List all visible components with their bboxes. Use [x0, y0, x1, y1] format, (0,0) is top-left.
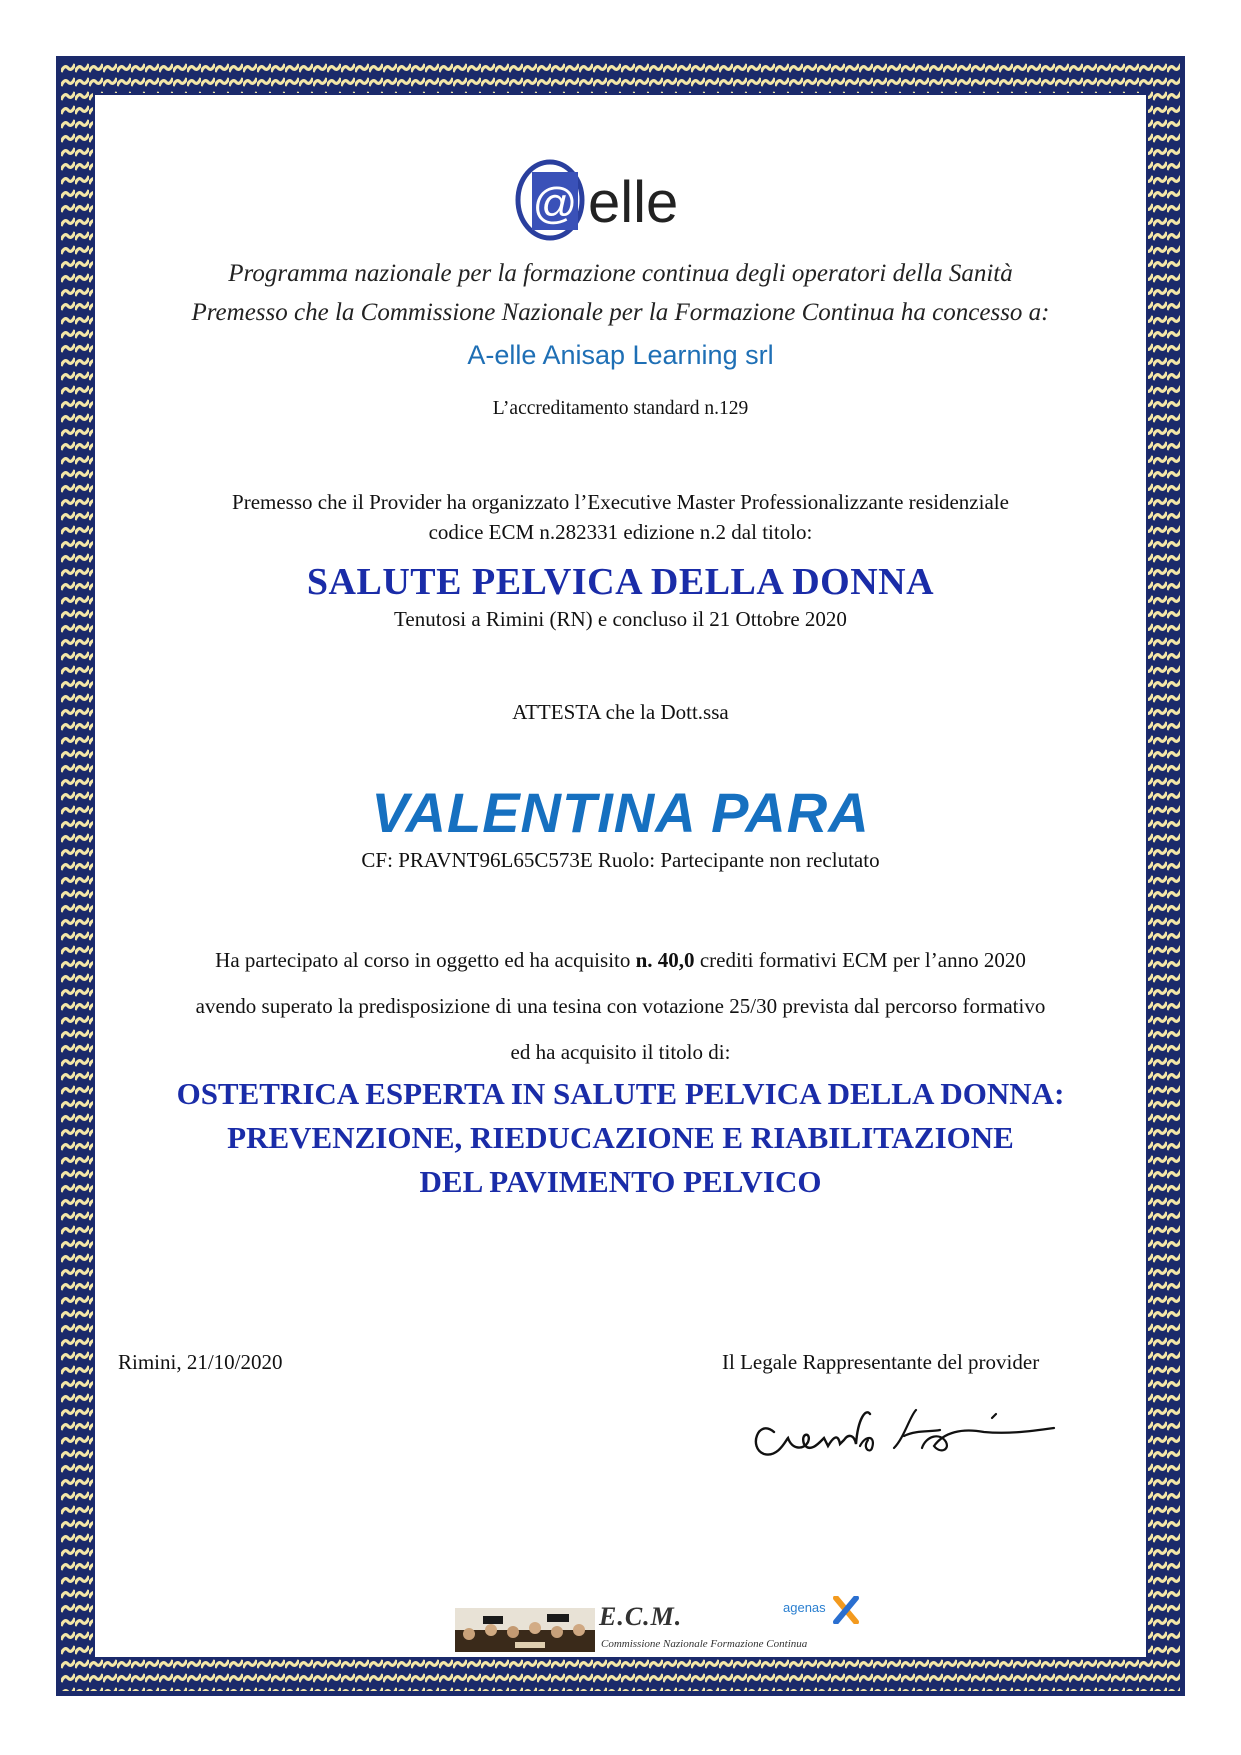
credits-line-2: avendo superato la predisposizione di una tesina con votazione 25/30 prevista dal percorso formativo	[195, 994, 1046, 1018]
participant-cf: CF: PRAVNT96L65C573E Ruolo: Partecipante non reclutato	[361, 848, 880, 872]
agenas-logo: agenas	[783, 1600, 826, 1615]
qualification-line-1: OSTETRICA ESPERTA IN SALUTE PELVICA DELLA DONNA:	[176, 1076, 1065, 1111]
premise-text	[0, 487, 1241, 547]
ecm-subtitle: Commissione Nazionale Formazione Continua	[601, 1638, 808, 1650]
place-date: Rimini, 21/10/2020	[118, 1350, 283, 1374]
a-elle-logo	[510, 158, 750, 248]
agenas-x-icon	[833, 1596, 859, 1624]
credits-line-3: ed ha acquisito il titolo di:	[510, 1040, 731, 1064]
premise-line-2: codice ECM n.282331 edizione n.2 dal titolo:	[428, 520, 813, 544]
signature	[744, 1388, 1084, 1470]
intro-line-2: Premesso che la Commissione Nazionale per la Formazione Continua ha concesso a:	[191, 299, 1050, 326]
legal-representative: Il Legale Rappresentante del provider	[722, 1350, 1040, 1374]
credits-pre: Ha partecipato al corso in oggetto ed ha acquisito	[215, 948, 636, 972]
svg-text:elle: elle	[588, 170, 679, 235]
qualification-line-3: DEL PAVIMENTO PELVICO	[419, 1164, 822, 1199]
attesta-text: ATTESTA che la Dott.ssa	[512, 700, 729, 724]
credits-value: n. 40,0	[635, 948, 695, 972]
credits-paragraph	[0, 937, 1241, 1075]
ecm-logo	[455, 1600, 865, 1660]
course-held: Tenutosi a Rimini (RN) e concluso il 21 Ottobre 2020	[394, 607, 847, 631]
credits-line-1	[0, 937, 1241, 983]
qualification-title	[0, 1072, 1241, 1204]
intro-text	[0, 254, 1241, 332]
qualification-line-2: PREVENZIONE, RIEDUCAZIONE E RIABILITAZIONE	[227, 1120, 1014, 1155]
svg-text:@: @	[532, 179, 578, 228]
intro-line-1: Programma nazionale per la formazione continua degli operatori della Sanità	[228, 260, 1013, 287]
accreditation: L’accreditamento standard n.129	[492, 398, 749, 419]
participant-name: VALENTINA PARA	[371, 781, 870, 844]
premise-line-1: Premesso che il Provider ha organizzato l’Executive Master Professionalizzante residenziale	[232, 490, 1009, 514]
credits-post: crediti formativi ECM per l’anno 2020	[694, 948, 1026, 972]
provider-name: A-elle Anisap Learning srl	[467, 340, 774, 370]
ecm-painting-icon	[455, 1608, 595, 1652]
course-title: SALUTE PELVICA DELLA DONNA	[306, 561, 935, 603]
ecm-title: E.C.M.	[599, 1602, 683, 1631]
